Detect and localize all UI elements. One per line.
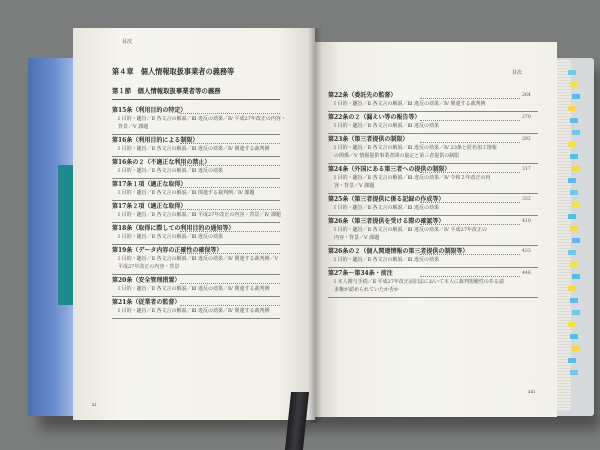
index-tab xyxy=(568,70,576,75)
toc-article-subtopics: 背景／Ⅴ 課題 xyxy=(118,124,149,130)
toc-article-title: 第25条（第三者提供に係る記録の作成等） xyxy=(328,196,445,203)
index-tab xyxy=(568,322,576,327)
toc-article-subtopics: の関係／Ⅴ 情報提供事業者間の協定と第三者提供の制限 xyxy=(334,153,460,159)
toc-article-subtopics: Ⅰ 目的・趣旨／Ⅱ 各文言の解説／Ⅲ 違反の効果／Ⅳ 関連する裁判例 xyxy=(118,308,270,314)
toc-rule xyxy=(328,111,538,112)
toc-leader xyxy=(180,305,280,306)
toc-article-title: 第16条（利用目的による制限） xyxy=(112,137,199,144)
toc-page-number: 433 xyxy=(522,249,531,254)
index-tab xyxy=(568,250,576,255)
toc-article-title: 第24条（外国にある第三者への提供の制限） xyxy=(328,166,451,173)
toc-leader xyxy=(180,187,280,188)
toc-article-title: 第16条の２（不適正な利用の禁止） xyxy=(112,159,211,166)
toc-article-subtopics: Ⅰ 目的・趣旨／Ⅱ 各文言の解説／Ⅲ 違反の効果／Ⅳ 関連する裁判例 xyxy=(118,286,270,292)
toc-leader xyxy=(180,209,280,210)
toc-page-number: 270 xyxy=(522,115,531,120)
toc-article-title: 第26条（第三者提供を受ける際の確認等） xyxy=(328,218,445,225)
toc-article-subtopics: Ⅰ 本人関与手続／Ⅱ 平成27年改正前旧法において本人に裁判規範性のある請 xyxy=(334,279,504,285)
toc-article-subtopics: Ⅰ 目的・趣旨／Ⅱ 各文言の解説／Ⅲ 違反の効果 xyxy=(118,234,223,240)
toc-rule xyxy=(328,133,538,134)
toc-article-title: 第17条２項（適正な取得） xyxy=(112,203,187,210)
index-tab xyxy=(572,202,580,207)
toc-leader xyxy=(180,253,280,254)
toc-article-title: 第23条（第三者提供の制限） xyxy=(328,136,409,143)
index-tab xyxy=(570,298,578,303)
toc-leader xyxy=(420,202,520,203)
toc-article-subtopics: Ⅰ 目的・趣旨／Ⅱ 各文言の解説／Ⅲ 違反の効果／Ⅳ 関連する裁判例 xyxy=(118,146,270,152)
index-tab xyxy=(568,358,576,363)
toc-leader xyxy=(180,283,280,284)
toc-rule xyxy=(112,134,280,135)
index-tab xyxy=(568,178,576,183)
toc-leader xyxy=(180,143,280,144)
toc-rule xyxy=(328,267,538,268)
toc-rule xyxy=(112,274,280,275)
toc-leader xyxy=(180,165,280,166)
toc-article-subtopics: 求権が認められていたか否か xyxy=(334,287,400,293)
index-tab xyxy=(572,94,580,99)
index-tab xyxy=(572,130,580,135)
toc-article-subtopics: Ⅰ 目的・趣旨／Ⅱ 各文言の解説／Ⅲ 違反の効果／Ⅳ 平成27年改正の xyxy=(334,227,487,233)
toc-rule xyxy=(328,297,538,298)
toc-page-number: 332 xyxy=(522,197,531,202)
toc-article-title: 第27条〜第34条・前注 xyxy=(328,270,393,277)
toc-rule xyxy=(328,193,538,194)
toc-article-title: 第21条（従業者の監督） xyxy=(112,299,181,306)
toc-article-subtopics: Ⅰ 目的・趣旨／Ⅱ 各文言の解説／Ⅲ 違反の効果／Ⅳ 23条と匿名加工情報 xyxy=(334,145,497,151)
section-heading: 第１節 個人情報取扱事業者等の義務 xyxy=(112,87,221,95)
toc-leader xyxy=(420,172,520,173)
index-tab xyxy=(572,274,580,279)
left-running-header: 目次 xyxy=(122,39,133,45)
index-tab xyxy=(570,154,578,159)
section-rule xyxy=(112,99,280,100)
toc-leader xyxy=(420,142,520,143)
toc-leader xyxy=(420,254,520,255)
left-footer-page-number: xi xyxy=(92,403,97,408)
toc-article-subtopics: Ⅰ 目的・趣旨／Ⅱ 各文言の解説／Ⅲ 違反の効果／Ⅳ 令和２年改正の内 xyxy=(334,175,491,181)
index-tab xyxy=(568,214,576,219)
toc-rule xyxy=(328,245,538,246)
toc-article-subtopics: Ⅰ 目的・趣旨／Ⅱ 各文言の解説／Ⅲ 平成27年改正の内容・背景／Ⅳ 課題 xyxy=(118,212,281,218)
toc-article-subtopics: Ⅰ 目的・趣旨／Ⅱ 各文言の解説／Ⅲ 違反の効果 xyxy=(118,168,223,174)
toc-page-number: 446 xyxy=(522,271,531,276)
toc-article-subtopics: Ⅰ 目的・趣旨／Ⅱ 各文言の解説／Ⅲ 違反の効果 xyxy=(334,257,439,263)
index-tab xyxy=(568,106,576,111)
index-tab xyxy=(572,238,580,243)
toc-leader xyxy=(420,120,520,121)
index-tab xyxy=(572,346,580,351)
toc-article-subtopics: Ⅰ 目的・趣旨／Ⅱ 各文言の解説／Ⅲ 違反の効果／Ⅳ 関連する裁判例／Ⅴ xyxy=(118,256,279,262)
toc-article-subtopics: Ⅰ 目的・趣旨／Ⅱ 各文言の解説／Ⅲ 違反の効果 xyxy=(334,123,439,129)
toc-leader xyxy=(180,231,280,232)
toc-article-subtopics: 内容・背景／Ⅴ 課題 xyxy=(334,235,380,241)
right-running-header: 目次 xyxy=(512,70,523,76)
toc-article-title: 第19条（データ内容の正確性の確保等） xyxy=(112,247,223,254)
index-tab xyxy=(570,334,578,339)
toc-article-subtopics: Ⅰ 目的・趣旨／Ⅱ 各文言の解説／Ⅲ 違反の効果／Ⅳ 関連する裁判例 xyxy=(334,101,486,107)
toc-rule xyxy=(112,296,280,297)
index-tab xyxy=(568,142,576,147)
chapter-heading: 第４章 個人情報取扱事業者の義務等 xyxy=(112,67,235,76)
index-tab xyxy=(572,310,580,315)
toc-leader xyxy=(180,113,280,114)
index-tab xyxy=(570,370,578,375)
toc-rule xyxy=(112,178,280,179)
toc-leader xyxy=(420,98,520,99)
toc-rule xyxy=(328,215,538,216)
toc-rule xyxy=(112,222,280,223)
toc-leader xyxy=(420,224,520,225)
index-tab xyxy=(568,286,576,291)
toc-article-title: 第20条（安全管理措置） xyxy=(112,277,181,284)
toc-article-title: 第18条（取得に際しての利用目的の通知等） xyxy=(112,225,235,232)
right-footer-page-number: xiii xyxy=(528,390,535,395)
toc-article-subtopics: Ⅰ 目的・趣旨／Ⅱ 各文言の解説／Ⅲ 違反の効果／Ⅳ 平成27年改正の内容・ xyxy=(118,116,286,122)
toc-article-title: 第22条（委託先の監督） xyxy=(328,92,397,99)
toc-page-number: 292 xyxy=(522,137,531,142)
toc-article-subtopics: 平成27年改正の内容・背景 xyxy=(118,264,180,270)
toc-rule xyxy=(112,318,280,319)
toc-page-number: 317 xyxy=(522,167,531,172)
index-tab xyxy=(570,226,578,231)
cover-teal-band xyxy=(58,165,74,305)
toc-leader xyxy=(420,276,520,277)
page-gutter xyxy=(308,28,322,423)
toc-page-number: 264 xyxy=(522,93,531,98)
toc-rule xyxy=(112,156,280,157)
index-tab xyxy=(570,190,578,195)
toc-article-subtopics: Ⅰ 目的・趣旨／Ⅱ 各文言の解説／Ⅲ 関連する裁判例／Ⅳ 課題 xyxy=(118,190,255,196)
index-tab xyxy=(570,82,578,87)
toc-article-subtopics: Ⅰ 目的・趣旨／Ⅱ 各文言の解説／Ⅲ 違反の効果 xyxy=(334,205,439,211)
toc-rule xyxy=(112,244,280,245)
toc-article-title: 第15条（利用目的の特定） xyxy=(112,107,187,114)
toc-rule xyxy=(328,163,538,164)
toc-rule xyxy=(112,200,280,201)
toc-article-title: 第26条の２（個人関連情報の第三者提供の制限等） xyxy=(328,248,469,255)
toc-article-title: 第17条１項（適正な取得） xyxy=(112,181,187,188)
index-tab xyxy=(570,262,578,267)
toc-article-title: 第22条の２（漏えい等の報告等） xyxy=(328,114,421,121)
toc-page-number: 410 xyxy=(522,219,531,224)
index-tab xyxy=(572,166,580,171)
toc-article-subtopics: 容・背景／Ⅴ 課題 xyxy=(334,183,375,189)
index-tab xyxy=(570,118,578,123)
